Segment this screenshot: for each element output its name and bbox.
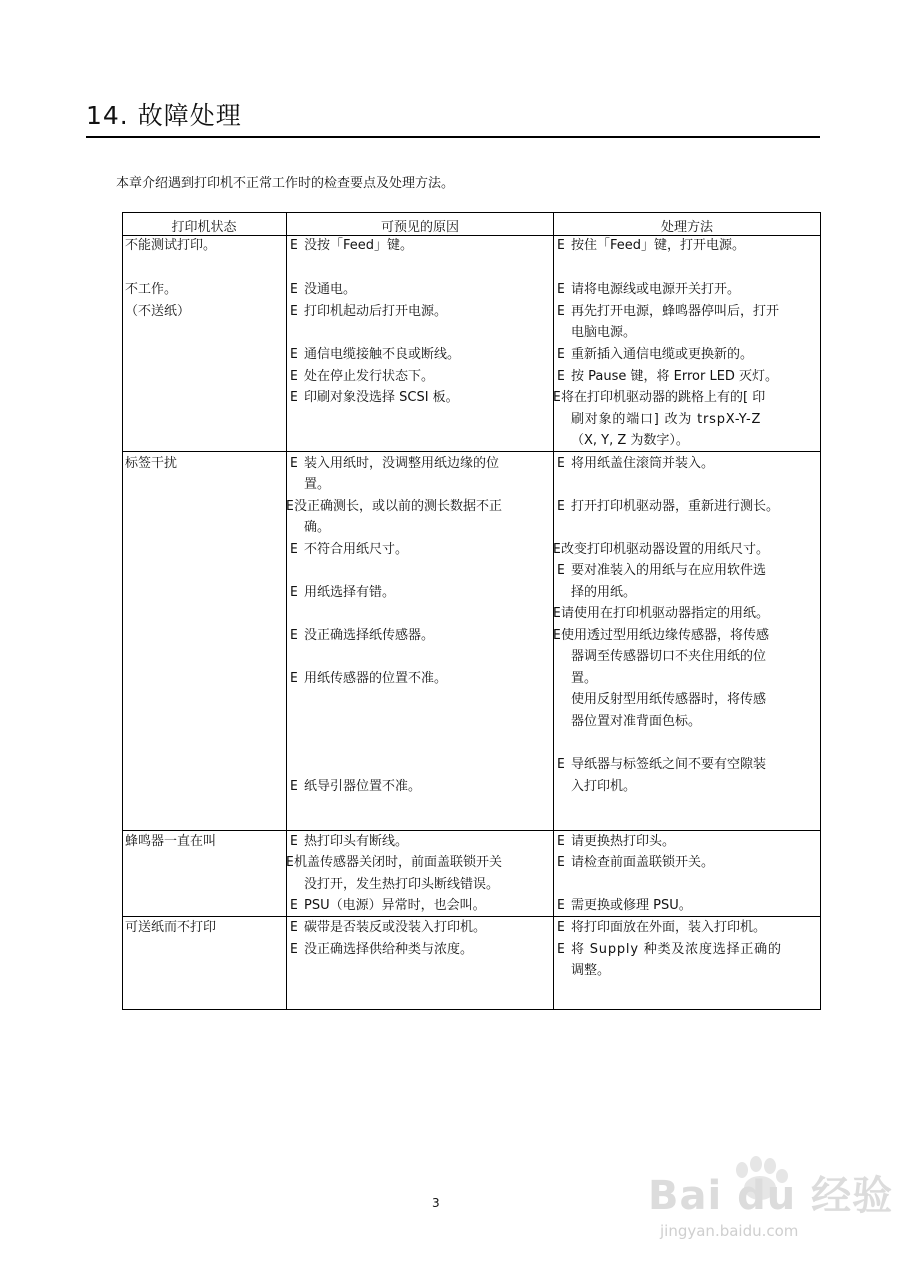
- bullet-marker: E: [290, 585, 298, 600]
- bullet-marker: E: [557, 456, 565, 471]
- status-cell: （不送纸）: [125, 304, 191, 319]
- action-line: E 将用纸盖住滚筒并装入。: [557, 453, 714, 475]
- action-line: E 打开打印机驱动器，重新进行测长。: [557, 496, 779, 518]
- bullet-marker: E: [290, 347, 298, 362]
- title-rule: [86, 136, 820, 138]
- cause-line: E 碳带是否装反或没装入打印机。: [290, 917, 486, 939]
- action-line: 器调至传感器切口不夹住用纸的位: [571, 649, 767, 664]
- bullet-marker: E: [557, 282, 565, 297]
- cause-line: E 印刷对象没选择 SCSI 板。: [290, 387, 459, 409]
- status-cell: 蜂鸣器一直在叫: [125, 834, 217, 849]
- bullet-marker: E: [557, 369, 565, 384]
- table-border-top: [122, 212, 821, 213]
- header-status: 打印机状态: [171, 220, 237, 235]
- bullet-marker: E: [557, 920, 565, 935]
- status-cell: 不能测试打印。: [125, 238, 217, 253]
- bullet-marker: E: [286, 855, 294, 870]
- action-line: 调整。: [571, 963, 611, 978]
- cause-line: E 打印机起动后打开电源。: [290, 301, 447, 323]
- bullet-marker: E: [290, 456, 298, 471]
- bullet-marker: E: [557, 855, 565, 870]
- bullet-marker: E: [557, 304, 565, 319]
- bullet-marker: E: [290, 628, 298, 643]
- bullet-marker: E: [290, 390, 298, 405]
- action-line: E 请检查前面盖联锁开关。: [557, 852, 714, 874]
- cause-line: E PSU（电源）异常时，也会叫。: [290, 895, 486, 917]
- action-line: E 要对准装入的用纸与在应用软件选: [557, 560, 766, 582]
- action-line: E 按住「Feed」键，打开电源。: [557, 235, 745, 257]
- cause-line: E 没正确选择纸传感器。: [290, 625, 434, 647]
- action-line: E将在打印机驱动器的跳格上有的[ 印: [553, 387, 765, 409]
- cause-line: 没打开，发生热打印头断线错误。: [304, 877, 500, 892]
- action-line: 器位置对准背面色标。: [571, 714, 702, 729]
- action-line: 使用反射型用纸传感器时，将传感: [571, 692, 767, 707]
- cause-line: E 通信电缆接触不良或断线。: [290, 344, 460, 366]
- cause-line: E 没通电。: [290, 279, 356, 301]
- column-divider: [286, 212, 287, 1010]
- section-title: 14. 故障处理: [86, 101, 242, 130]
- bullet-marker: E: [557, 563, 565, 578]
- troubleshooting-table: [122, 212, 821, 1010]
- table-border-left: [122, 212, 123, 1010]
- action-line: E 请更换热打印头。: [557, 831, 675, 853]
- watermark-url: jingyan.baidu.com: [660, 1222, 799, 1240]
- header-cause: 可预见的原因: [380, 220, 459, 235]
- bullet-marker: E: [553, 628, 561, 643]
- cause-line: E没正确测长，或以前的测长数据不正: [286, 496, 502, 518]
- cause-line: E 没正确选择供给种类与浓度。: [290, 939, 473, 961]
- bullet-marker: E: [290, 304, 298, 319]
- bullet-marker: E: [557, 757, 565, 772]
- cause-line: E 不符合用纸尺寸。: [290, 539, 408, 561]
- bullet-marker: E: [557, 238, 565, 253]
- action-line: E请使用在打印机驱动器指定的用纸。: [553, 603, 769, 625]
- action-line: E 请将电源线或电源开关打开。: [557, 279, 740, 301]
- bullet-marker: E: [557, 499, 565, 514]
- action-line: E 将打印面放在外面，装入打印机。: [557, 917, 766, 939]
- bullet-marker: E: [557, 834, 565, 849]
- table-border-bottom: [122, 1009, 821, 1010]
- cause-line: E 装入用纸时，没调整用纸边缘的位: [290, 453, 499, 475]
- status-cell: 不工作。: [125, 282, 178, 297]
- bullet-marker: E: [553, 606, 561, 621]
- action-line: E 再先打开电源，蜂鸣器停叫后，打开: [557, 301, 779, 323]
- action-line: （X, Y, Z 为数字）。: [571, 433, 689, 448]
- header-action: 处理方法: [660, 220, 713, 235]
- row-divider: [122, 451, 821, 452]
- action-line: 刷对象的端口] 改为 trspX-Y-Z: [571, 412, 762, 427]
- bullet-marker: E: [557, 898, 565, 913]
- watermark-brand: Bai du 经验: [648, 1173, 894, 1219]
- bullet-marker: E: [290, 920, 298, 935]
- bullet-marker: E: [553, 542, 561, 557]
- bullet-marker: E: [286, 499, 294, 514]
- status-cell: 可送纸而不打印: [125, 920, 217, 935]
- action-line: 电脑电源。: [571, 325, 637, 340]
- cause-line: 置。: [304, 477, 331, 492]
- status-cell: 标签干扰: [125, 456, 178, 471]
- row-divider: [122, 830, 821, 831]
- bullet-marker: E: [290, 238, 298, 253]
- bullet-marker: E: [553, 390, 561, 405]
- bullet-marker: E: [290, 542, 298, 557]
- bullet-marker: E: [290, 282, 298, 297]
- action-line: E使用透过型用纸边缘传感器，将传感: [553, 625, 769, 647]
- action-line: 入打印机。: [571, 779, 637, 794]
- action-line: E 将 Supply 种类及浓度选择正确的: [557, 939, 782, 961]
- bullet-marker: E: [290, 779, 298, 794]
- cause-line: E 用纸传感器的位置不准。: [290, 668, 447, 690]
- action-line: 置。: [571, 671, 598, 686]
- bullet-marker: E: [290, 671, 298, 686]
- bullet-marker: E: [290, 834, 298, 849]
- intro-paragraph: 本章介绍遇到打印机不正常工作时的检查要点及处理方法。: [116, 176, 455, 191]
- bullet-marker: E: [557, 942, 566, 957]
- action-line: E 重新插入通信电缆或更换新的。: [557, 344, 753, 366]
- cause-line: E机盖传感器关闭时，前面盖联锁开关: [286, 852, 502, 874]
- page-number: 3: [432, 1196, 440, 1210]
- action-line: E 需更换或修理 PSU。: [557, 895, 692, 917]
- action-line: E 导纸器与标签纸之间不要有空隙装: [557, 754, 766, 776]
- cause-line: E 纸导引器位置不准。: [290, 776, 421, 798]
- action-line: E改变打印机驱动器设置的用纸尺寸。: [553, 539, 769, 561]
- action-line: 择的用纸。: [571, 585, 637, 600]
- bullet-marker: E: [290, 898, 298, 913]
- cause-line: E 热打印头有断线。: [290, 831, 408, 853]
- cause-line: E 处在停止发行状态下。: [290, 366, 434, 388]
- cause-line: 确。: [304, 520, 331, 535]
- bullet-marker: E: [290, 942, 298, 957]
- action-line: E 按 Pause 键，将 Error LED 灭灯。: [557, 366, 778, 388]
- cause-line: E 没按「Feed」键。: [290, 235, 413, 257]
- bullet-marker: E: [290, 369, 298, 384]
- cause-line: E 用纸选择有错。: [290, 582, 395, 604]
- table-border-right: [820, 212, 821, 1010]
- bullet-marker: E: [557, 347, 565, 362]
